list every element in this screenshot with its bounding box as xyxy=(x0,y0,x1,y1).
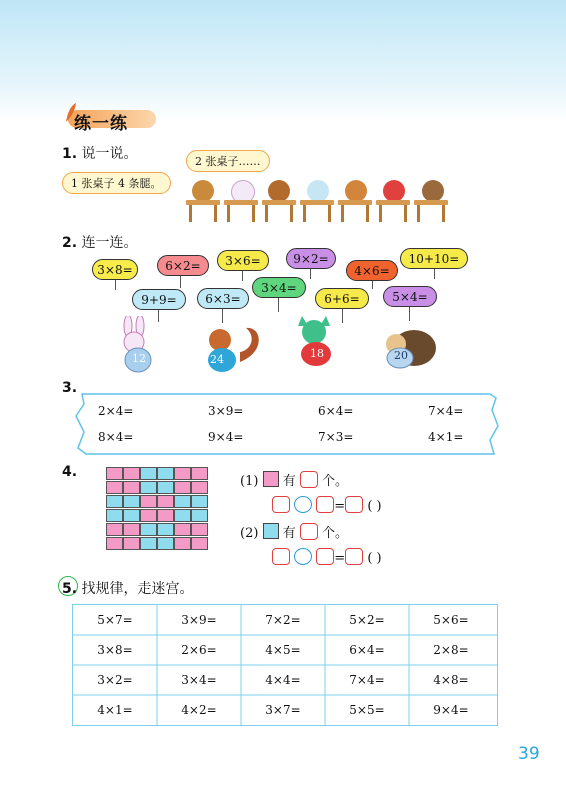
grid-cell xyxy=(174,523,191,536)
q3-frame xyxy=(70,392,500,456)
hedgehog-icon xyxy=(268,180,290,202)
bird-icon xyxy=(383,180,405,202)
grid-cell xyxy=(106,523,123,536)
maze-cell[interactable]: 2×6= xyxy=(181,643,217,657)
q4-ge-word: 个。 xyxy=(322,474,349,489)
animal-number: 24 xyxy=(210,353,224,366)
q1-number: 1. xyxy=(62,146,78,162)
grid-cell xyxy=(123,509,140,522)
blue-square-icon xyxy=(263,523,279,539)
grid-cell xyxy=(174,467,191,480)
grid-cell xyxy=(191,467,208,480)
q3-item: 9×4= xyxy=(208,430,244,444)
grid-cell xyxy=(157,495,174,508)
q5-label: 找规律，走迷宫。 xyxy=(81,581,194,597)
maze-cell[interactable]: 3×7= xyxy=(265,703,301,717)
cat-holder[interactable] xyxy=(286,312,346,378)
desk xyxy=(224,200,258,222)
mouse-icon xyxy=(307,180,329,202)
animal-number: 12 xyxy=(132,352,146,365)
grid-cell xyxy=(191,509,208,522)
rabbit-icon xyxy=(110,316,168,378)
equals-sign: = xyxy=(334,551,346,566)
grid-cell xyxy=(106,537,123,550)
desk xyxy=(338,200,372,222)
balloon-string xyxy=(180,276,181,288)
answer-box[interactable] xyxy=(300,523,318,540)
maze-cell[interactable]: 4×1= xyxy=(97,703,133,717)
answer-box[interactable] xyxy=(345,548,363,565)
answer-box[interactable] xyxy=(345,496,363,513)
grid-cell xyxy=(106,467,123,480)
maze-cell[interactable]: 3×4= xyxy=(181,673,217,687)
grid-cell xyxy=(174,481,191,494)
dog-icon xyxy=(192,180,214,202)
q5-heading xyxy=(62,578,194,598)
grid-cell xyxy=(157,523,174,536)
operator-circle[interactable] xyxy=(294,548,312,565)
q4-heading xyxy=(62,464,77,480)
maze-cell[interactable]: 3×8= xyxy=(97,643,133,657)
maze-cell[interactable]: 4×4= xyxy=(265,673,301,687)
q4-you-word: 有 xyxy=(282,474,296,489)
unit-paren: ( ) xyxy=(367,499,382,514)
grid-cell xyxy=(123,467,140,480)
grid-cell xyxy=(140,495,157,508)
q3-number: 3. xyxy=(62,380,78,396)
q1-label: 说一说。 xyxy=(81,146,138,162)
balloon[interactable]: 3×6= xyxy=(217,250,269,271)
grid-cell xyxy=(140,481,157,494)
grid-cell xyxy=(106,509,123,522)
animal-number: 18 xyxy=(310,347,324,360)
grid-cell xyxy=(123,495,140,508)
q3-item: 8×4= xyxy=(98,430,134,444)
maze-cell[interactable]: 4×8= xyxy=(433,673,469,687)
grid-cell xyxy=(157,537,174,550)
grid-cell xyxy=(140,509,157,522)
q3-item: 3×9= xyxy=(208,404,244,418)
answer-box[interactable] xyxy=(316,496,334,513)
grid-cell xyxy=(191,481,208,494)
desk xyxy=(262,200,296,222)
q4-part1-prefix: (1) xyxy=(240,474,259,489)
q1-speech-right: 2 张桌子…… xyxy=(186,150,270,172)
answer-box[interactable] xyxy=(272,548,290,565)
balloon-string xyxy=(115,280,116,290)
grid-cell xyxy=(191,495,208,508)
maze-cell[interactable]: 5×2= xyxy=(349,613,385,627)
answer-box[interactable] xyxy=(272,496,290,513)
balloon-string xyxy=(409,307,410,321)
maze-cell[interactable]: 4×5= xyxy=(265,643,301,657)
grid-cell xyxy=(191,523,208,536)
balloon-string xyxy=(310,269,311,279)
q3-item: 7×3= xyxy=(318,430,354,444)
monkey-icon xyxy=(422,180,444,202)
answer-box[interactable] xyxy=(316,548,334,565)
desk xyxy=(300,200,334,222)
maze-cell[interactable]: 5×7= xyxy=(97,613,133,627)
cat-icon xyxy=(286,312,346,378)
grid-cell xyxy=(174,495,191,508)
balloon-string xyxy=(278,298,279,312)
page-number: 39 xyxy=(518,744,540,764)
section-banner xyxy=(64,106,156,134)
top-color-band xyxy=(0,0,566,120)
q5-number: 5. xyxy=(62,581,78,597)
grid-cell xyxy=(157,509,174,522)
squirrel-holder[interactable] xyxy=(196,322,264,378)
q1-heading xyxy=(62,143,138,163)
balloon[interactable]: 5×4= xyxy=(383,286,437,307)
q1-speech-left: 1 张桌子 4 条腿。 xyxy=(62,172,171,194)
hedgehog-icon xyxy=(376,322,440,378)
q2-number: 2. xyxy=(62,235,78,251)
hedgehog-holder[interactable] xyxy=(376,322,440,378)
balloon[interactable]: 9+9= xyxy=(132,289,186,310)
q4-ge-word: 个。 xyxy=(322,526,349,541)
grid-cell xyxy=(157,467,174,480)
maze-cell[interactable]: 3×9= xyxy=(181,613,217,627)
unit-paren: ( ) xyxy=(367,551,382,566)
maze-cell[interactable]: 6×4= xyxy=(349,643,385,657)
grid-cell xyxy=(140,537,157,550)
desk xyxy=(414,200,448,222)
balloon-string xyxy=(222,309,223,323)
answer-box[interactable] xyxy=(300,471,318,488)
grid-cell xyxy=(123,537,140,550)
grid-cell xyxy=(157,481,174,494)
pink-square-icon xyxy=(263,471,279,487)
q3-item: 4×1= xyxy=(428,430,464,444)
maze-cell[interactable]: 7×4= xyxy=(349,673,385,687)
grid-cell xyxy=(140,523,157,536)
animal-number: 20 xyxy=(394,349,408,362)
q4-you-word: 有 xyxy=(282,526,296,541)
q4-part2-line2 xyxy=(272,548,382,566)
grid-cell xyxy=(106,481,123,494)
q4-part2-line1 xyxy=(240,522,348,541)
balloon[interactable]: 4×6= xyxy=(346,260,398,281)
maze-cell[interactable]: 7×2= xyxy=(265,613,301,627)
squirrel-icon xyxy=(196,322,264,378)
balloon[interactable]: 3×8= xyxy=(92,259,138,280)
grid-cell xyxy=(106,495,123,508)
maze-cell[interactable]: 2×8= xyxy=(433,643,469,657)
balloon[interactable]: 6+6= xyxy=(315,288,369,309)
grid-cell xyxy=(174,537,191,550)
balloon[interactable]: 10+10= xyxy=(400,248,468,269)
equals-sign: = xyxy=(334,499,346,514)
q2-label: 连一连。 xyxy=(81,235,138,251)
section-title: 练一练 xyxy=(74,114,128,134)
bear-icon xyxy=(345,180,367,202)
q3-item: 7×4= xyxy=(428,404,464,418)
grid-cell xyxy=(140,467,157,480)
maze xyxy=(72,604,498,726)
grid-cell xyxy=(174,509,191,522)
desk xyxy=(186,200,220,222)
maze-cell[interactable]: 9×4= xyxy=(433,703,469,717)
maze-cell[interactable]: 5×5= xyxy=(349,703,385,717)
operator-circle[interactable] xyxy=(294,496,312,513)
balloon[interactable]: 9×2= xyxy=(286,248,336,269)
balloon-string xyxy=(434,269,435,279)
maze-cell[interactable]: 3×2= xyxy=(97,673,133,687)
balloon-string xyxy=(242,271,243,281)
desk xyxy=(376,200,410,222)
grid-cell xyxy=(123,481,140,494)
maze-cell[interactable]: 4×2= xyxy=(181,703,217,717)
balloon[interactable]: 6×2= xyxy=(157,255,209,276)
maze-cell[interactable]: 5×6= xyxy=(433,613,469,627)
q3-item: 2×4= xyxy=(98,404,134,418)
q4-part1-line1 xyxy=(240,470,348,489)
grid-cell xyxy=(191,537,208,550)
balloon[interactable]: 6×3= xyxy=(197,288,249,309)
balloon[interactable]: 3×4= xyxy=(252,277,306,298)
q4-part1-line2 xyxy=(272,496,382,514)
q3-item: 6×4= xyxy=(318,404,354,418)
q2-heading xyxy=(62,232,138,252)
balloon-string xyxy=(372,281,373,289)
q4-number: 4. xyxy=(62,464,78,480)
q4-color-grid xyxy=(106,467,208,551)
q4-part2-prefix: (2) xyxy=(240,526,259,541)
rabbit-holder[interactable] xyxy=(110,316,168,378)
grid-cell xyxy=(123,523,140,536)
